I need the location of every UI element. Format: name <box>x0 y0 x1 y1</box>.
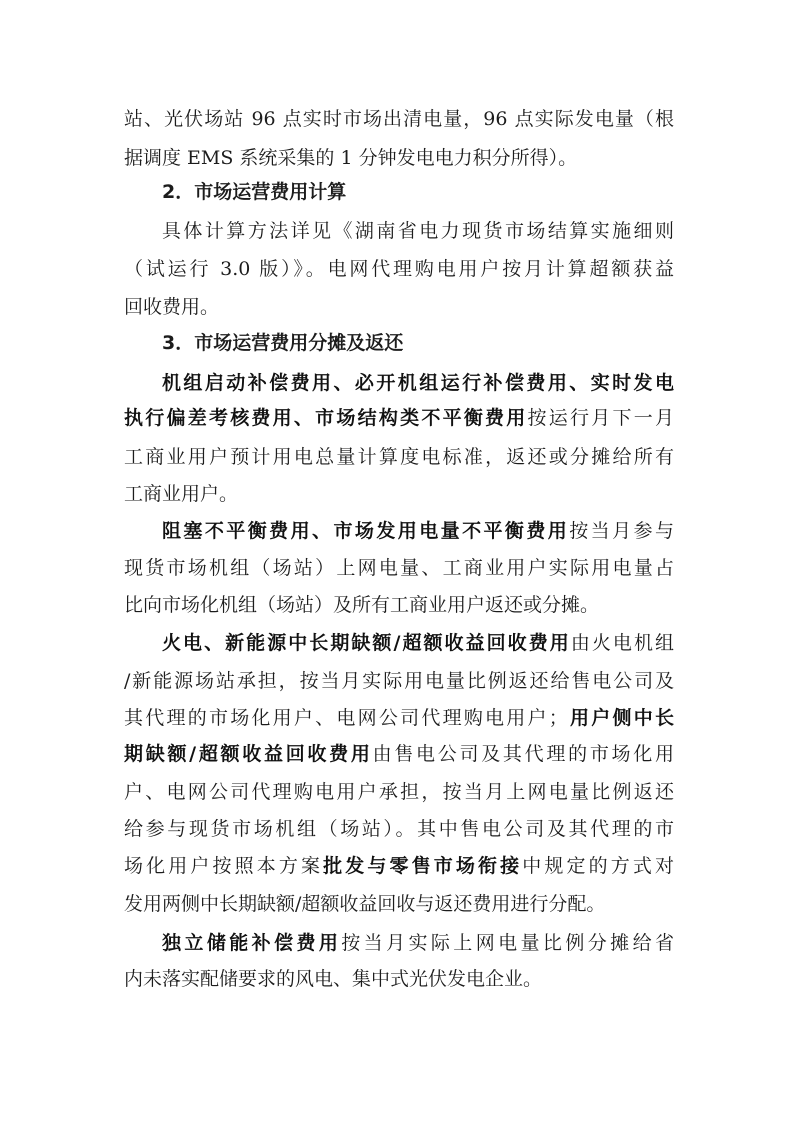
bold-term: 独立储能补偿费用 <box>162 932 342 954</box>
text-line <box>124 294 674 320</box>
text-line <box>162 930 674 956</box>
text-run: 场化用户按照本方案 <box>124 855 324 877</box>
heading-text: 2．市场运营费用计算 <box>162 181 347 203</box>
text-run: 按运行月下一月 <box>527 407 674 429</box>
bold-term: 批发与零售市场衔接 <box>323 855 523 877</box>
text-run: 按当月实际上网电量比例分摊给省 <box>341 932 674 954</box>
text-run: 比向市场化机组（场站）及所有工商业用户返还或分摊。 <box>124 594 600 616</box>
text-line <box>124 705 674 731</box>
text-run: 据调度 EMS 系统采集的 1 分钟发电电力积分所得）。 <box>124 147 578 169</box>
bold-term: 执行偏差考核费用、市场结构类不平衡费用 <box>124 407 528 429</box>
text-line <box>124 405 674 431</box>
text-line <box>124 891 674 917</box>
heading-text: 3．市场运营费用分摊及返还 <box>162 332 404 354</box>
text-run: 内未落实配储要求的风电、集中式光伏发电企业。 <box>124 968 543 990</box>
text-line <box>124 592 674 618</box>
text-run: 户、电网公司代理购电用户承担，按当月上网电量比例返还 <box>124 781 674 803</box>
text-line <box>162 518 674 544</box>
text-run: /新能源场站承担，按当月实际用电量比例返还给售电公司及 <box>124 670 674 692</box>
text-line <box>124 966 674 992</box>
bold-term: 阻塞不平衡费用、市场发用电量不平衡费用 <box>162 520 570 542</box>
bold-term: 火电、新能源中长期缺额/超额收益回收费用 <box>162 632 571 654</box>
text-line <box>162 370 674 396</box>
text-run: 现货市场机组（场站）上网电量、工商业用户实际用电量占 <box>124 557 674 579</box>
text-run: 其代理的市场化用户、电网公司代理购电用户； <box>124 707 568 729</box>
text-line <box>124 816 674 842</box>
text-line <box>124 481 674 507</box>
text-run: 站、光伏场站 96 点实时市场出清电量，96 点实际发电量（根 <box>124 108 674 130</box>
text-run: 工商业用户。 <box>124 483 239 505</box>
text-line <box>124 853 674 879</box>
section-heading <box>162 330 674 356</box>
text-run: 给参与现货市场机组（场站）。其中售电公司及其代理的市 <box>124 818 674 840</box>
text-line <box>124 555 674 581</box>
text-run: 按当月参与 <box>569 520 674 542</box>
text-line <box>124 444 674 470</box>
text-line <box>162 630 674 656</box>
text-run: 由售电公司及其代理的市场化用 <box>372 743 674 765</box>
text-line <box>162 218 674 244</box>
text-run: 中规定的方式对 <box>522 855 674 877</box>
section-heading <box>162 179 674 205</box>
bold-term: 机组启动补偿费用、必开机组运行补偿费用、实时发电 <box>162 372 674 394</box>
text-run: 由火电机组 <box>570 632 674 654</box>
text-run: 具体计算方法详见《湖南省电力现货市场结算实施细则 <box>162 220 674 242</box>
text-run: 回收费用。 <box>124 296 220 318</box>
text-line <box>124 779 674 805</box>
text-run: （试运行 3.0 版）》。电网代理购电用户按月计算超额获益 <box>124 258 674 280</box>
text-line <box>124 741 674 767</box>
text-line <box>124 256 674 282</box>
bold-term: 期缺额/超额收益回收费用 <box>124 743 373 765</box>
text-line <box>124 145 674 171</box>
text-run: 发用两侧中长期缺额/超额收益回收与返还费用进行分配。 <box>124 893 606 915</box>
text-line <box>124 106 674 132</box>
bold-term: 用户侧中长 <box>567 707 674 729</box>
text-run: 工商业用户预计用电总量计算度电标准，返还或分摊给所有 <box>124 446 674 468</box>
text-line <box>124 668 674 694</box>
